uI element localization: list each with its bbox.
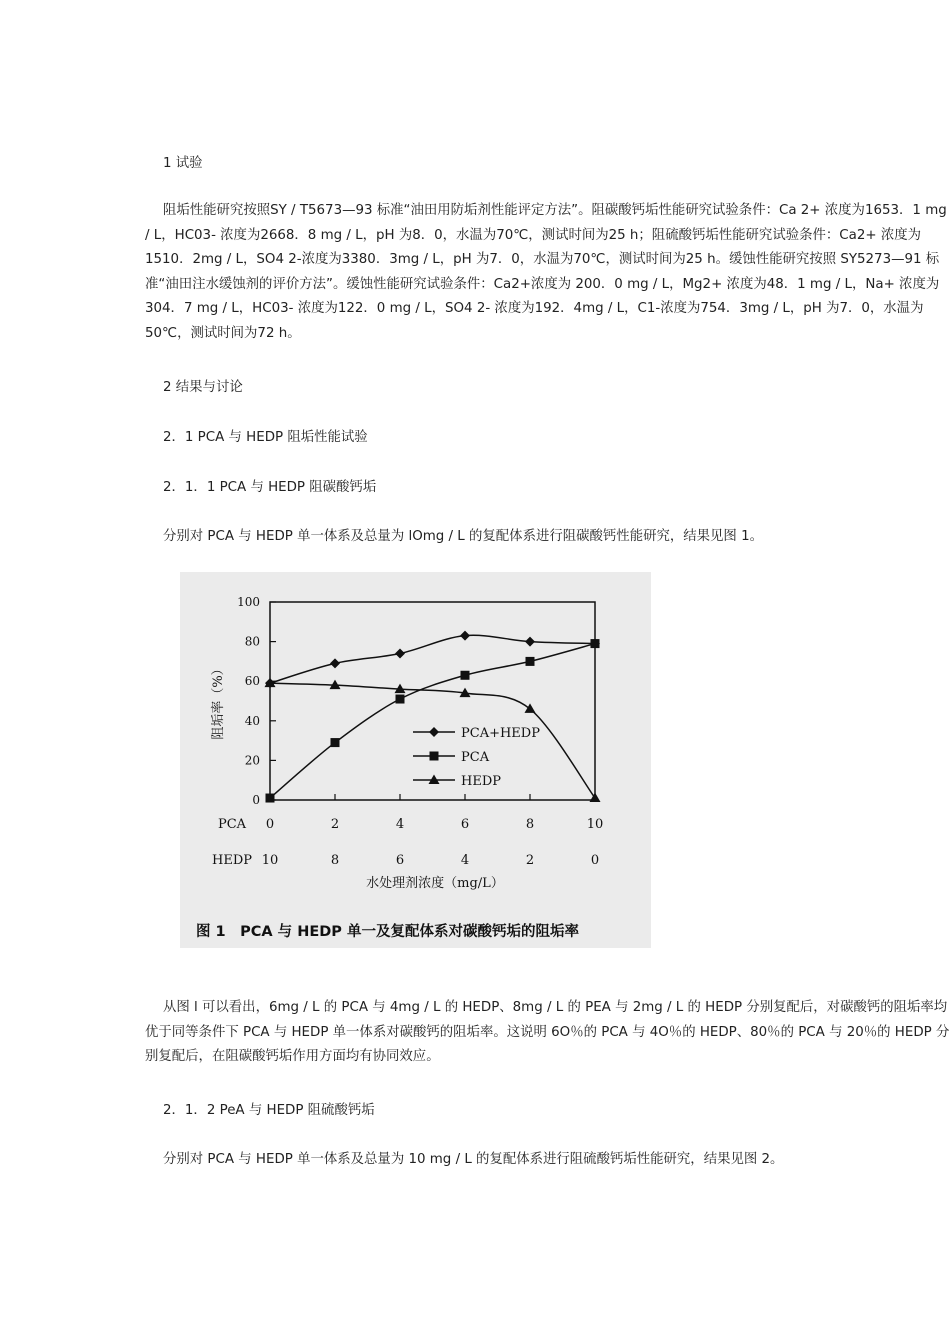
section-2-1-heading: 2．1 PCA 与 HEDP 阻垢性能试验 xyxy=(163,430,368,445)
x-tick-label-hedp-0: 10 xyxy=(261,853,279,868)
x-tick-label-hedp-4: 2 xyxy=(525,853,535,868)
data-point-pca-4 xyxy=(526,657,535,666)
figure-1-discussion: 从图 l 可以看出，6mg / L 的 PCA 与 4mg / L 的 HEDP、8mg / L 的 PEA 与 2mg / L 的 HEDP 分别复配后，对碳酸钙的阻垢率均优于同等条件下 PCA 与 HEDP 单一体系对碳酸钙的阻垢率。这说明 6O％的 PCA 与 4O％的 HEDP、80％的 PCA 与 20％的 HEDP 分别复配后，在阻碳酸钙垢作用方面均有协同效应。 xyxy=(145,1000,950,1065)
section-1-heading: 1 试验 xyxy=(163,156,203,171)
x-tick-label-pca-2: 4 xyxy=(395,817,405,832)
section-2-1-2-body: 分别对 PCA 与 HEDP 单一体系及总量为 10 mg / L 的复配体系进行阻硫酸钙垢性能研究，结果见图 2。 xyxy=(163,1152,784,1167)
figure-1 xyxy=(180,572,651,948)
data-point-pca-hedp-2 xyxy=(395,648,405,658)
x-axis-label: 水处理剂浓度（mg/L） xyxy=(366,876,504,891)
y-axis-label: 阻垢率（%） xyxy=(211,662,226,740)
series-line-pca xyxy=(270,644,595,798)
plot-frame xyxy=(270,602,595,800)
x-tick-label-pca-4: 8 xyxy=(525,817,535,832)
x-tick-label-pca-3: 6 xyxy=(460,817,470,832)
x-tick-label-hedp-2: 6 xyxy=(395,853,405,868)
x-tick-label-hedp-3: 4 xyxy=(460,853,470,868)
legend-label-hedp: HEDP xyxy=(461,774,501,789)
section-2-1-1-body: 分别对 PCA 与 HEDP 单一体系及总量为 lOmg / L 的复配体系进行阻碳酸钙性能研究，结果见图 1。 xyxy=(163,529,763,544)
y-tick-label-4: 80 xyxy=(244,634,260,649)
section-2-1-2-heading: 2．1．2 PeA 与 HEDP 阻硫酸钙垢 xyxy=(163,1103,375,1118)
data-point-pca-2 xyxy=(396,695,405,704)
data-point-hedp-4 xyxy=(525,703,536,713)
data-point-pca-hedp-3 xyxy=(460,631,470,641)
legend-label-pca-hedp: PCA+HEDP xyxy=(461,726,540,741)
y-tick-label-5: 100 xyxy=(237,595,260,609)
x-tick-label-pca-5: 10 xyxy=(586,817,604,832)
section-2-1-1-heading: 2．1．1 PCA 与 HEDP 阻碳酸钙垢 xyxy=(163,480,377,495)
section-2-heading: 2 结果与讨论 xyxy=(163,380,243,395)
data-point-pca-3 xyxy=(461,671,470,680)
legend-marker-pca xyxy=(430,752,439,761)
y-tick-label-3: 60 xyxy=(244,674,260,689)
data-point-pca-1 xyxy=(331,738,340,747)
y-tick-label-2: 40 xyxy=(244,713,260,728)
data-point-hedp-5 xyxy=(590,793,601,803)
x-tick-label-pca-1: 2 xyxy=(330,817,340,832)
x-row-label-pca: PCA xyxy=(217,817,247,832)
chart-svg xyxy=(180,572,651,948)
x-row-label-hedp: HEDP xyxy=(212,853,252,868)
x-tick-label-hedp-1: 8 xyxy=(330,853,340,868)
section-1-body: 阻垢性能研究按照SY / T5673—93 标准“油田用防垢剂性能评定方法”。阻碳酸钙垢性能研究试验条件：Ca 2+ 浓度为1653．1 mg / L，HC03- 浓度为2668．8 mg / L，pH 为8．0，水温为70℃，测试时间为25 h；阻硫酸钙垢性能研究试验条件：Ca2+ 浓度为1510．2mg / L，SO4 2-浓度为3380．3mg / L，pH 为7．0，水温为70℃，测试时间为25 h。缓蚀性能研究按照 SY5273—91 标准“油田注水缓蚀剂的评价方法”。缓蚀性能研究试验条件：Ca2+浓度为 200．0 mg / L，Mg2+ 浓度为48．1 mg / L，Na+ 浓度为304．7 mg / L，HC03- 浓度为122．0 mg / L，SO4 2- 浓度为192．4mg / L，C1-浓度为754．3mg / L，pH 为7．0，水温为50℃，测试时间为72 h。 xyxy=(145,203,947,341)
figure-caption: 图 1 PCA 与 HEDP 单一及复配体系对碳酸钙垢的阻垢率 xyxy=(196,924,579,940)
x-tick-label-hedp-5: 0 xyxy=(590,853,600,868)
y-tick-label-1: 20 xyxy=(244,753,260,768)
legend-marker-pca-hedp xyxy=(429,727,439,737)
data-point-pca-0 xyxy=(266,794,275,803)
data-point-pca-5 xyxy=(591,639,600,648)
y-tick-label-0: 0 xyxy=(252,793,260,807)
legend-label-pca: PCA xyxy=(461,750,490,765)
data-point-pca-hedp-4 xyxy=(525,637,535,647)
x-tick-label-pca-0: 0 xyxy=(265,817,275,832)
series-line-pca-hedp xyxy=(270,635,595,683)
data-point-pca-hedp-1 xyxy=(330,658,340,668)
